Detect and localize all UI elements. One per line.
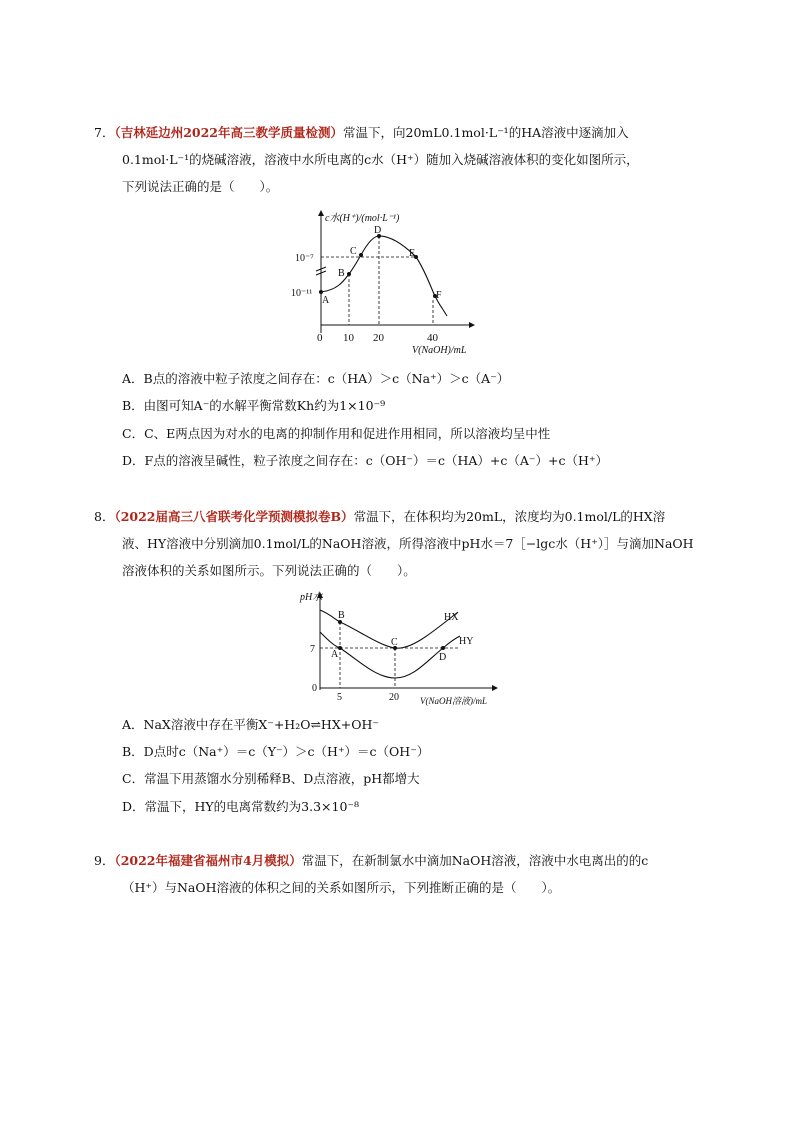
q7-xtick: 40 [427, 332, 438, 344]
q8-point-label: A [331, 649, 339, 660]
q7-number: 7． [94, 125, 115, 140]
q8-point-label: B [338, 610, 345, 621]
q8-ylabel: pH水 [300, 592, 323, 603]
q7-xtick: 20 [373, 332, 384, 344]
q8-point-label: C [391, 637, 398, 648]
q7-point-label: C [350, 246, 357, 257]
q8-line2: 液、HY溶液中分别滴加0.1mol/L的NaOH溶液，所得溶液中pH水＝7［−lgc水（H⁺）］与滴加NaOH [122, 536, 694, 551]
q9-source: （2022年福建省福州市4月模拟） [114, 853, 302, 868]
q9-number: 9． [94, 853, 115, 868]
q8-series-label: HX [444, 612, 459, 623]
q7-figure [285, 208, 495, 358]
q8-series-label: HY [459, 636, 474, 647]
q8-line3: 溶液体积的关系如图所示。下列说法正确的（ ）。 [122, 563, 416, 578]
q7-point-label: B [338, 268, 345, 279]
q7-point-label: A [322, 295, 330, 306]
q7-text1: 常温下，向20mL0.1mol·L⁻¹的HA溶液中逐滴加入 [343, 125, 629, 140]
q7-option-d: D．F点的溶液呈碱性，粒子浓度之间存在：c（OH⁻）＝c（HA）+c（A⁻）+c（H⁺） [122, 453, 608, 468]
q7-ylabel: c水(H⁺)/(mol·L⁻¹) [325, 213, 400, 224]
q7-point-label: D [374, 225, 382, 236]
q7-xlabel: V(NaOH)/mL [412, 345, 467, 356]
q8-ytick-7: 7 [310, 644, 315, 655]
q8-xtick: 20 [389, 692, 399, 703]
q9-line1 [94, 852, 648, 870]
q7-point-label: F [436, 290, 442, 301]
q8-origin: 0 [312, 683, 317, 694]
q7-option-c: C．C、E两点因为对水的电离的抑制作用和促进作用相同，所以溶液均呈中性 [122, 426, 551, 441]
q7-line2: 0.1mol·L⁻¹的烧碱溶液，溶液中水所电离的c水（H⁺）随加入烧碱溶液体积的变化如图所示， [122, 152, 639, 167]
q8-point-label: D [439, 652, 447, 663]
q8-figure [298, 590, 504, 708]
q8-xlabel: V(NaOH溶液)/mL [420, 696, 487, 706]
q8-xtick: 5 [337, 692, 342, 703]
q8-text1: 常温下，在体积均为20mL，浓度均为0.1mol/L的HX溶 [353, 509, 666, 524]
q8-number: 8． [94, 509, 115, 524]
q7-option-b: B．由图可知A⁻的水解平衡常数Kh约为1×10⁻⁹ [122, 398, 386, 413]
q7-point-label: E [409, 248, 416, 259]
q7-ytick-high: 10⁻⁷ [295, 253, 314, 264]
q8-option-a: A．NaX溶液中存在平衡X⁻+H₂O⇌HX+OH⁻ [122, 717, 379, 732]
q8-line1 [94, 508, 665, 526]
q7-option-a: A．B点的溶液中粒子浓度之间存在：c（HA）＞c（Na⁺）＞c（A⁻） [122, 371, 510, 386]
q7-line3: 下列说法正确的是（ ）。 [122, 179, 279, 194]
q9-line2: （H⁺）与NaOH溶液的体积之间的关系如图所示，下列推断正确的是（ ）。 [122, 880, 561, 895]
q8-option-d: D．常温下，HY的电离常数约为3.3×10⁻⁸ [122, 799, 360, 814]
q8-option-b: B．D点时c（Na⁺）＝c（Y⁻）＞c（H⁺）＝c（OH⁻） [122, 744, 430, 759]
q7-xtick: 0 [317, 332, 323, 344]
q8-option-c: C．常温下用蒸馏水分别稀释B、D点溶液，pH都增大 [122, 771, 420, 786]
q7-line1 [94, 124, 629, 142]
q7-source: （吉林延边州2022年高三教学质量检测） [114, 125, 343, 140]
q8-source: （2022届高三八省联考化学预测模拟卷B） [114, 509, 354, 524]
q7-xtick: 10 [343, 332, 354, 344]
q7-ytick-low: 10⁻¹¹ [291, 288, 313, 299]
q9-text1: 常温下，在新制氯水中滴加NaOH溶液，溶液中水电离出的的c [301, 853, 649, 868]
